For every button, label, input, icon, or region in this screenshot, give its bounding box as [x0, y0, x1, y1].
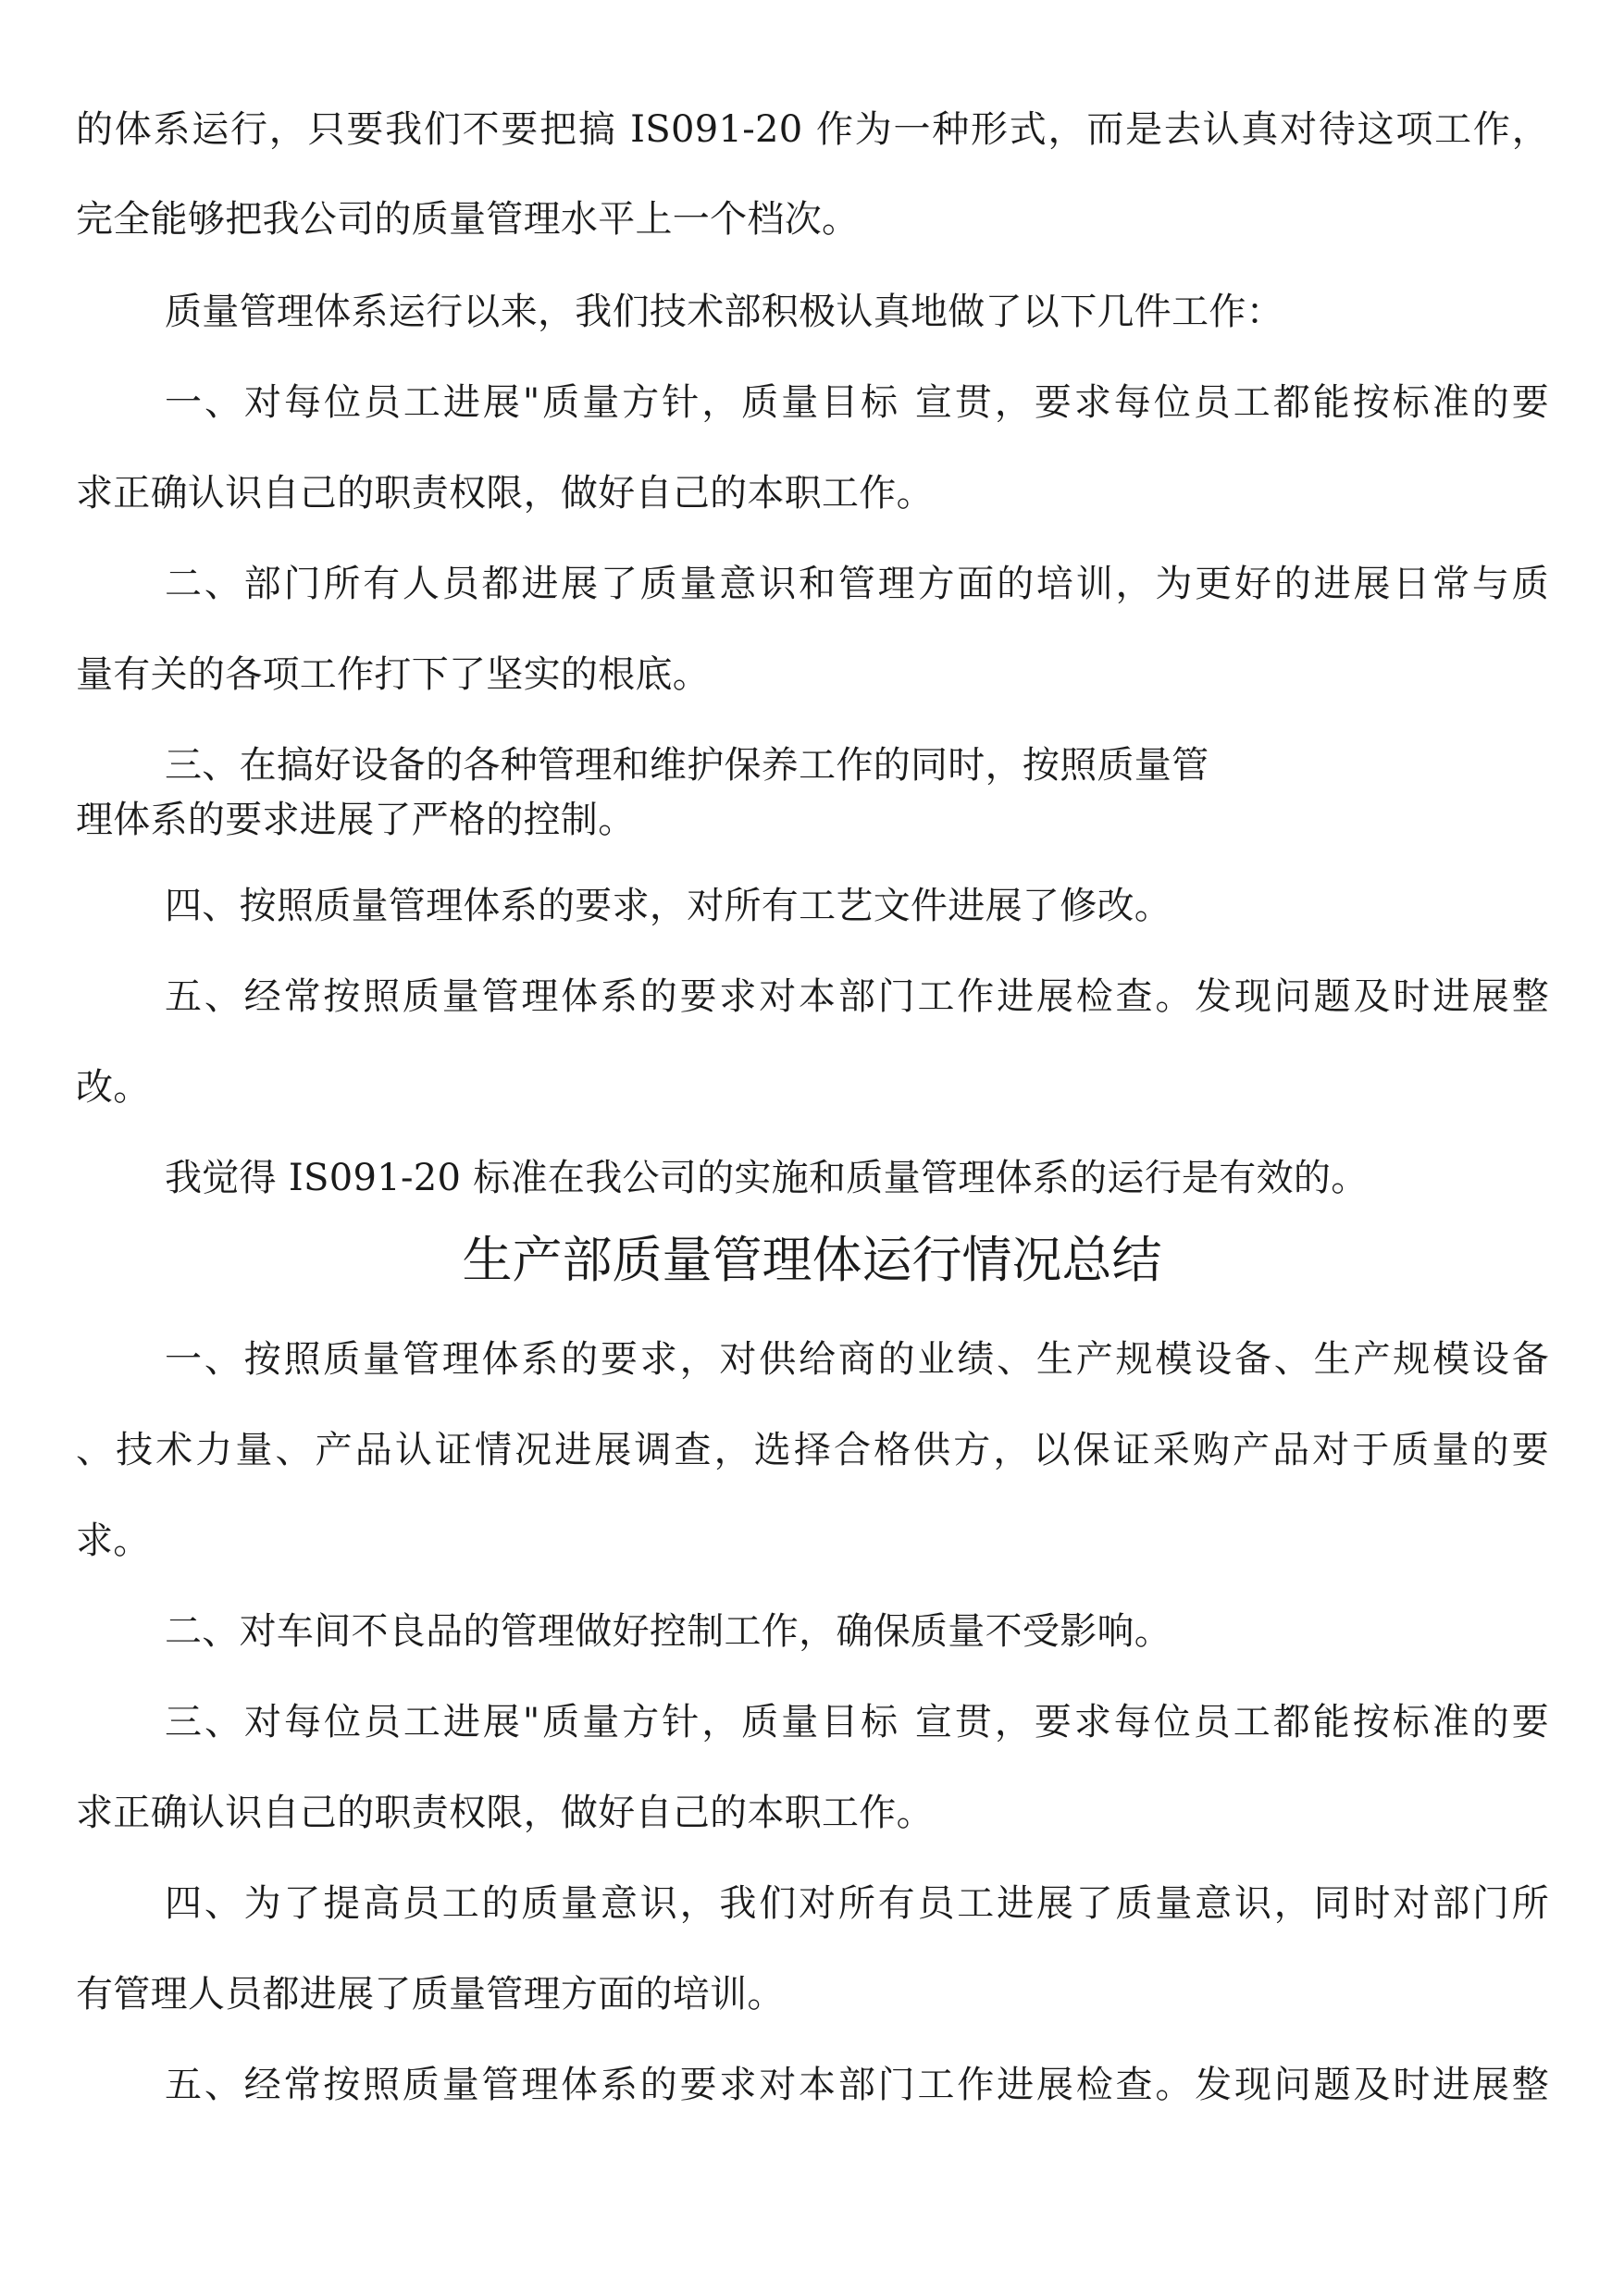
text-line: 一、按照质量管理体系的要求，对供给商的业绩、生产规模设备、生产规模设备: [165, 1338, 1549, 1381]
text-line: 求正确认识自己的职责权限，做好自己的本职工作。: [76, 1792, 934, 1834]
text-line: 量有关的各项工作打下了坚实的根底。: [76, 653, 711, 696]
text-line: 二、部门所有人员都进展了质量意识和管理方面的培训，为更好的进展日常与质: [165, 563, 1549, 605]
text-line: 一、对每位员工进展"质量方针，质量目标 宣贯，要求每位员工都能按标准的要: [165, 381, 1549, 424]
text-line: 求。: [76, 1520, 151, 1562]
text-line: 、技术力量、产品认证情况进展调查，选择合格供方，以保证采购产品对于质量的要: [76, 1429, 1549, 1471]
text-line: 质量管理体系运行以来，我们技术部积极认真地做了以下几件工作：: [165, 291, 1283, 333]
text-line: 五、经常按照质量管理体系的要求对本部门工作进展检查。发现问题及时进展整: [165, 2064, 1549, 2106]
text-line: 求正确认识自己的职责权限，做好自己的本职工作。: [76, 472, 934, 515]
text-line: 有管理人员都进展了质量管理方面的培训。: [76, 1973, 785, 2016]
text-line: 四、按照质量管理体系的要求，对所有工艺文件进展了修改。: [165, 885, 1172, 927]
section-heading: 生产部质量管理体运行情况总结: [462, 1231, 1162, 1289]
text-line: 二、对车间不良品的管理做好控制工作，确保质量不受影响。: [165, 1610, 1172, 1653]
text-line: 理体系的要求进展了严格的控制。: [76, 799, 636, 841]
text-line: 改。: [76, 1066, 151, 1109]
text-line: 三、对每位员工进展"质量方针，质量目标 宣贯，要求每位员工都能按标准的要: [165, 1701, 1549, 1743]
text-line: 四、为了提高员工的质量意识，我们对所有员工进展了质量意识，同时对部门所: [165, 1882, 1549, 1925]
text-line: 完全能够把我公司的质量管理水平上一个档次。: [76, 198, 860, 241]
text-line: 的体系运行，只要我们不要把搞 IS091-20 作为一种形式，而是去认真对待这项工作，: [76, 108, 1549, 151]
text-line: 三、在搞好设备的各种管理和维护保养工作的同时，按照质量管: [165, 744, 1209, 787]
text-line: 我觉得 IS091-20 标准在我公司的实施和质量管理体系的运行是有效的。: [165, 1157, 1369, 1199]
text-line: 五、经常按照质量管理体系的要求对本部门工作进展检查。发现问题及时进展整: [165, 975, 1549, 1018]
